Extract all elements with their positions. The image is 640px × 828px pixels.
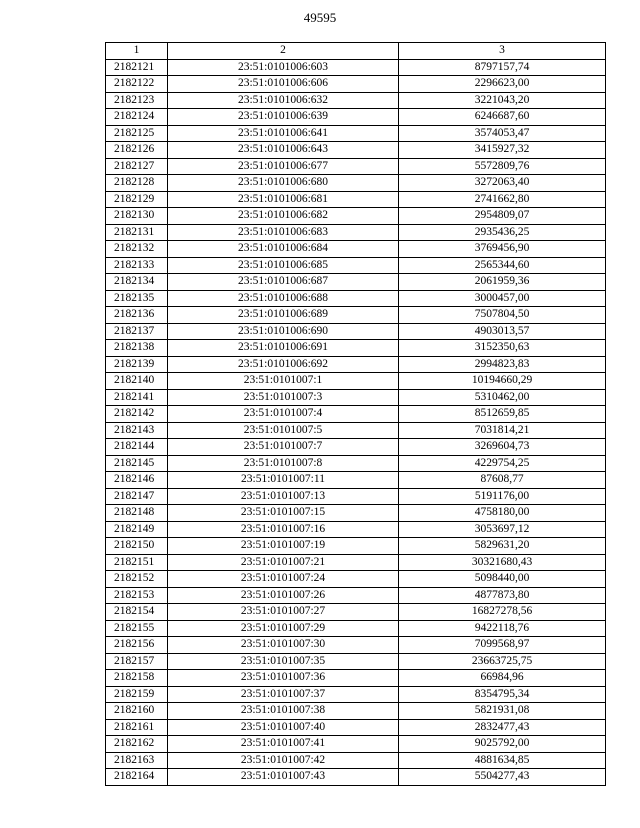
cadastral-number-cell: 23:51:0101006:688 xyxy=(168,290,399,307)
row-number-cell: 2182138 xyxy=(106,340,168,357)
table-row xyxy=(106,224,606,241)
value-cell: 2935436,25 xyxy=(399,224,606,241)
value-cell: 5098440,00 xyxy=(399,571,606,588)
cadastral-number-cell: 23:51:0101007:41 xyxy=(168,736,399,753)
value-cell: 4758180,00 xyxy=(399,505,606,522)
row-number-cell: 2182154 xyxy=(106,604,168,621)
row-number-cell: 2182122 xyxy=(106,76,168,93)
row-number-cell: 2182123 xyxy=(106,92,168,109)
value-cell: 3221043,20 xyxy=(399,92,606,109)
cadastral-number-cell: 23:51:0101006:682 xyxy=(168,208,399,225)
row-number-cell: 2182149 xyxy=(106,521,168,538)
row-number-cell: 2182126 xyxy=(106,142,168,159)
row-number-cell: 2182133 xyxy=(106,257,168,274)
table-row xyxy=(106,175,606,192)
cadastral-number-cell: 23:51:0101007:7 xyxy=(168,439,399,456)
value-cell: 4229754,25 xyxy=(399,455,606,472)
row-number-cell: 2182139 xyxy=(106,356,168,373)
row-number-cell: 2182121 xyxy=(106,59,168,76)
value-cell: 5504277,43 xyxy=(399,769,606,786)
table-row xyxy=(106,736,606,753)
cadastral-number-cell: 23:51:0101006:632 xyxy=(168,92,399,109)
table-row xyxy=(106,653,606,670)
cadastral-number-cell: 23:51:0101006:681 xyxy=(168,191,399,208)
row-number-cell: 2182125 xyxy=(106,125,168,142)
cadastral-number-cell: 23:51:0101006:685 xyxy=(168,257,399,274)
row-number-cell: 2182157 xyxy=(106,653,168,670)
cadastral-number-cell: 23:51:0101007:30 xyxy=(168,637,399,654)
row-number-cell: 2182150 xyxy=(106,538,168,555)
value-cell: 3272063,40 xyxy=(399,175,606,192)
row-number-cell: 2182158 xyxy=(106,670,168,687)
value-cell: 9025792,00 xyxy=(399,736,606,753)
row-number-cell: 2182128 xyxy=(106,175,168,192)
cadastral-number-cell: 23:51:0101007:15 xyxy=(168,505,399,522)
value-cell: 4881634,85 xyxy=(399,752,606,769)
value-cell: 4877873,80 xyxy=(399,587,606,604)
value-cell: 3152350,63 xyxy=(399,340,606,357)
value-cell: 16827278,56 xyxy=(399,604,606,621)
row-number-cell: 2182163 xyxy=(106,752,168,769)
cadastral-number-cell: 23:51:0101007:13 xyxy=(168,488,399,505)
table-row xyxy=(106,455,606,472)
row-number-cell: 2182142 xyxy=(106,406,168,423)
value-cell: 2832477,43 xyxy=(399,719,606,736)
row-number-cell: 2182160 xyxy=(106,703,168,720)
data-table xyxy=(105,42,606,786)
cadastral-number-cell: 23:51:0101007:3 xyxy=(168,389,399,406)
row-number-cell: 2182137 xyxy=(106,323,168,340)
row-number-cell: 2182145 xyxy=(106,455,168,472)
table-row xyxy=(106,241,606,258)
table-row xyxy=(106,670,606,687)
table-row xyxy=(106,76,606,93)
column-header: 2 xyxy=(168,43,399,60)
table-row xyxy=(106,274,606,291)
row-number-cell: 2182143 xyxy=(106,422,168,439)
row-number-cell: 2182164 xyxy=(106,769,168,786)
value-cell: 10194660,29 xyxy=(399,373,606,390)
table-row xyxy=(106,554,606,571)
cadastral-number-cell: 23:51:0101007:29 xyxy=(168,620,399,637)
cadastral-number-cell: 23:51:0101007:40 xyxy=(168,719,399,736)
table-row xyxy=(106,719,606,736)
table-row xyxy=(106,769,606,786)
value-cell: 8512659,85 xyxy=(399,406,606,423)
table-row xyxy=(106,125,606,142)
table-row xyxy=(106,637,606,654)
table-row xyxy=(106,389,606,406)
row-number-cell: 2182127 xyxy=(106,158,168,175)
value-cell: 66984,96 xyxy=(399,670,606,687)
table-row xyxy=(106,257,606,274)
value-cell: 3053697,12 xyxy=(399,521,606,538)
table-row xyxy=(106,703,606,720)
table-row xyxy=(106,406,606,423)
row-number-cell: 2182148 xyxy=(106,505,168,522)
table-row xyxy=(106,158,606,175)
row-number-cell: 2182162 xyxy=(106,736,168,753)
row-number-cell: 2182146 xyxy=(106,472,168,489)
value-cell: 5821931,08 xyxy=(399,703,606,720)
cadastral-number-cell: 23:51:0101006:691 xyxy=(168,340,399,357)
table-row xyxy=(106,142,606,159)
table-row xyxy=(106,373,606,390)
row-number-cell: 2182134 xyxy=(106,274,168,291)
row-number-cell: 2182130 xyxy=(106,208,168,225)
table-row xyxy=(106,604,606,621)
row-number-cell: 2182131 xyxy=(106,224,168,241)
table-row xyxy=(106,686,606,703)
row-number-cell: 2182144 xyxy=(106,439,168,456)
row-number-cell: 2182156 xyxy=(106,637,168,654)
value-cell: 7507804,50 xyxy=(399,307,606,324)
table-header-row xyxy=(106,43,606,60)
cadastral-number-cell: 23:51:0101007:36 xyxy=(168,670,399,687)
cadastral-number-cell: 23:51:0101007:24 xyxy=(168,571,399,588)
row-number-cell: 2182141 xyxy=(106,389,168,406)
cadastral-number-cell: 23:51:0101006:643 xyxy=(168,142,399,159)
value-cell: 3269604,73 xyxy=(399,439,606,456)
table-row xyxy=(106,538,606,555)
table-row xyxy=(106,59,606,76)
row-number-cell: 2182132 xyxy=(106,241,168,258)
row-number-cell: 2182153 xyxy=(106,587,168,604)
value-cell: 4903013,57 xyxy=(399,323,606,340)
cadastral-number-cell: 23:51:0101006:680 xyxy=(168,175,399,192)
table-row xyxy=(106,587,606,604)
table-row xyxy=(106,208,606,225)
cadastral-number-cell: 23:51:0101006:690 xyxy=(168,323,399,340)
cadastral-number-cell: 23:51:0101006:603 xyxy=(168,59,399,76)
row-number-cell: 2182147 xyxy=(106,488,168,505)
cadastral-number-cell: 23:51:0101007:19 xyxy=(168,538,399,555)
table-row xyxy=(106,439,606,456)
column-header: 3 xyxy=(399,43,606,60)
value-cell: 3769456,90 xyxy=(399,241,606,258)
value-cell: 2741662,80 xyxy=(399,191,606,208)
cadastral-number-cell: 23:51:0101006:641 xyxy=(168,125,399,142)
row-number-cell: 2182155 xyxy=(106,620,168,637)
cadastral-number-cell: 23:51:0101007:42 xyxy=(168,752,399,769)
cadastral-number-cell: 23:51:0101007:4 xyxy=(168,406,399,423)
cadastral-number-cell: 23:51:0101006:689 xyxy=(168,307,399,324)
row-number-cell: 2182129 xyxy=(106,191,168,208)
value-cell: 3000457,00 xyxy=(399,290,606,307)
value-cell: 2994823,83 xyxy=(399,356,606,373)
value-cell: 6246687,60 xyxy=(399,109,606,126)
value-cell: 9422118,76 xyxy=(399,620,606,637)
cadastral-number-cell: 23:51:0101006:683 xyxy=(168,224,399,241)
value-cell: 2296623,00 xyxy=(399,76,606,93)
cadastral-number-cell: 23:51:0101006:677 xyxy=(168,158,399,175)
table-row xyxy=(106,340,606,357)
value-cell: 5310462,00 xyxy=(399,389,606,406)
table-row xyxy=(106,521,606,538)
cadastral-number-cell: 23:51:0101007:5 xyxy=(168,422,399,439)
value-cell: 8797157,74 xyxy=(399,59,606,76)
value-cell: 2565344,60 xyxy=(399,257,606,274)
row-number-cell: 2182151 xyxy=(106,554,168,571)
value-cell: 5191176,00 xyxy=(399,488,606,505)
cadastral-number-cell: 23:51:0101007:26 xyxy=(168,587,399,604)
table-row xyxy=(106,472,606,489)
table-row xyxy=(106,191,606,208)
row-number-cell: 2182135 xyxy=(106,290,168,307)
value-cell: 23663725,75 xyxy=(399,653,606,670)
cadastral-number-cell: 23:51:0101007:21 xyxy=(168,554,399,571)
table-row xyxy=(106,488,606,505)
cadastral-number-cell: 23:51:0101007:38 xyxy=(168,703,399,720)
page-number: 49595 xyxy=(303,10,337,25)
column-header: 1 xyxy=(106,43,168,60)
value-cell: 3415927,32 xyxy=(399,142,606,159)
cadastral-number-cell: 23:51:0101006:687 xyxy=(168,274,399,291)
table-row xyxy=(106,571,606,588)
value-cell: 5829631,20 xyxy=(399,538,606,555)
row-number-cell: 2182140 xyxy=(106,373,168,390)
cadastral-number-cell: 23:51:0101007:27 xyxy=(168,604,399,621)
value-cell: 30321680,43 xyxy=(399,554,606,571)
table-row xyxy=(106,752,606,769)
value-cell: 3574053,47 xyxy=(399,125,606,142)
value-cell: 7031814,21 xyxy=(399,422,606,439)
value-cell: 7099568,97 xyxy=(399,637,606,654)
value-cell: 5572809,76 xyxy=(399,158,606,175)
value-cell: 2061959,36 xyxy=(399,274,606,291)
cadastral-number-cell: 23:51:0101007:43 xyxy=(168,769,399,786)
cadastral-number-cell: 23:51:0101007:16 xyxy=(168,521,399,538)
cadastral-number-cell: 23:51:0101006:692 xyxy=(168,356,399,373)
table-row xyxy=(106,323,606,340)
cadastral-number-cell: 23:51:0101006:639 xyxy=(168,109,399,126)
row-number-cell: 2182152 xyxy=(106,571,168,588)
value-cell: 2954809,07 xyxy=(399,208,606,225)
value-cell: 8354795,34 xyxy=(399,686,606,703)
cadastral-number-cell: 23:51:0101007:8 xyxy=(168,455,399,472)
table-row xyxy=(106,307,606,324)
row-number-cell: 2182161 xyxy=(106,719,168,736)
table-row xyxy=(106,620,606,637)
cadastral-number-cell: 23:51:0101007:37 xyxy=(168,686,399,703)
table-row xyxy=(106,290,606,307)
row-number-cell: 2182159 xyxy=(106,686,168,703)
cadastral-number-cell: 23:51:0101006:606 xyxy=(168,76,399,93)
table-row xyxy=(106,422,606,439)
value-cell: 87608,77 xyxy=(399,472,606,489)
row-number-cell: 2182124 xyxy=(106,109,168,126)
cadastral-number-cell: 23:51:0101007:11 xyxy=(168,472,399,489)
row-number-cell: 2182136 xyxy=(106,307,168,324)
cadastral-number-cell: 23:51:0101006:684 xyxy=(168,241,399,258)
table-row xyxy=(106,505,606,522)
cadastral-number-cell: 23:51:0101007:1 xyxy=(168,373,399,390)
table-row xyxy=(106,109,606,126)
table-row xyxy=(106,92,606,109)
cadastral-number-cell: 23:51:0101007:35 xyxy=(168,653,399,670)
table-row xyxy=(106,356,606,373)
